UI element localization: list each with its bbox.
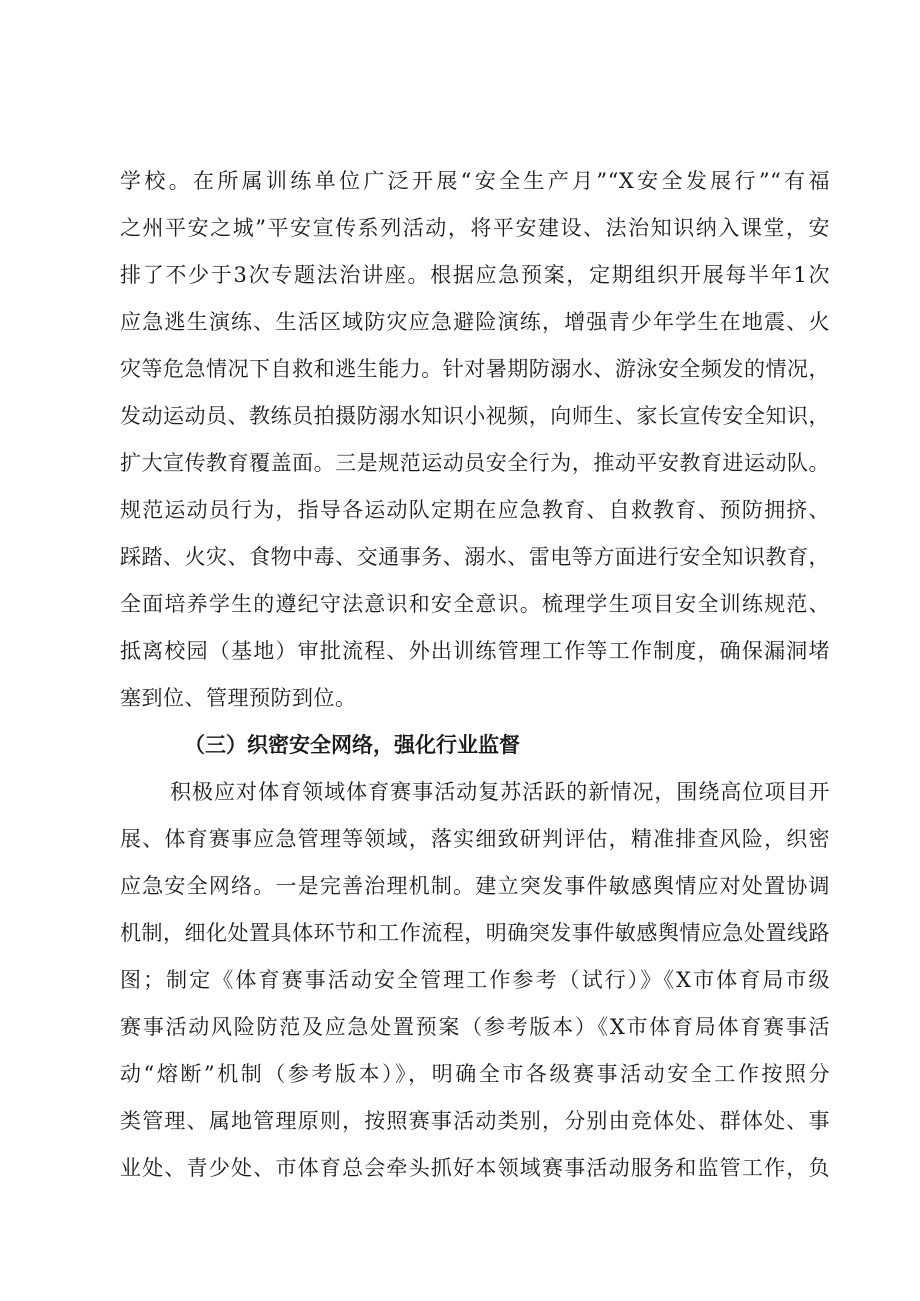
paragraph-line: 灾等危急情况下自救和逃生能力。针对暑期防溺水、游泳安全频发的情况， <box>120 357 830 381</box>
paragraph-line: 全面培养学生的遵纪守法意识和安全意识。梳理学生项目安全训练规范、 <box>120 592 830 616</box>
paragraph-line: 应急逃生演练、生活区域防灾应急避险演练，增强青少年学生在地震、火 <box>120 310 830 334</box>
paragraph-line: 之州平安之城”平安宣传系列活动，将平安建设、法治知识纳入课堂，安 <box>120 216 830 240</box>
paragraph-line: 学校。在所属训练单位广泛开展“安全生产月”“X安全发展行”“有福 <box>120 169 830 193</box>
paragraph-line: 塞到位、管理预防到位。 <box>120 686 357 710</box>
paragraph-line: 图；制定《体育赛事活动安全管理工作参考（试行）》《X市体育局市级 <box>120 968 830 992</box>
paragraph-line: 应急安全网络。一是完善治理机制。建立突发事件敏感舆情应对处置协调 <box>120 874 830 898</box>
paragraph-network-supervision <box>120 769 830 1192</box>
paragraph-line: 类管理、属地管理原则，按照赛事活动类别，分别由竞体处、群体处、事 <box>120 1109 830 1133</box>
paragraph-line: 业处、青少处、市体育总会牵头抓好本领域赛事活动服务和监管工作，负 <box>120 1156 830 1180</box>
paragraph-line: 动“熔断”机制（参考版本）》，明确全市各级赛事活动安全工作按照分 <box>120 1062 830 1086</box>
section-heading-block <box>120 722 830 769</box>
paragraph-line: 踩踏、火灾、食物中毒、交通事务、溺水、雷电等方面进行安全知识教育， <box>120 545 830 569</box>
paragraph-line: 规范运动员行为，指导各运动队定期在应急教育、自救教育、预防拥挤、 <box>120 498 830 522</box>
paragraph-line: 扩大宣传教育覆盖面。三是规范运动员安全行为，推动平安教育进运动队。 <box>120 451 830 475</box>
section-heading: （三）织密安全网络，强化行业监督 <box>184 733 520 757</box>
paragraph-line: 积极应对体育领域体育赛事活动复苏活跃的新情况，围绕高位项目开 <box>170 780 830 804</box>
paragraph-line: 展、体育赛事应急管理等领域，落实细致研判评估，精准排查风险，织密 <box>120 827 830 851</box>
paragraph-line: 排了不少于3次专题法治讲座。根据应急预案，定期组织开展每半年1次 <box>120 263 830 287</box>
paragraph-line: 赛事活动风险防范及应急处置预案（参考版本）《X市体育局体育赛事活 <box>120 1015 830 1039</box>
paragraph-school-safety <box>120 158 830 722</box>
paragraph-line: 抵离校园（基地）审批流程、外出训练管理工作等工作制度，确保漏洞堵 <box>120 639 830 663</box>
paragraph-line: 发动运动员、教练员拍摄防溺水知识小视频，向师生、家长宣传安全知识， <box>120 404 830 428</box>
paragraph-line: 机制，细化处置具体环节和工作流程，明确突发事件敏感舆情应急处置线路 <box>120 921 830 945</box>
